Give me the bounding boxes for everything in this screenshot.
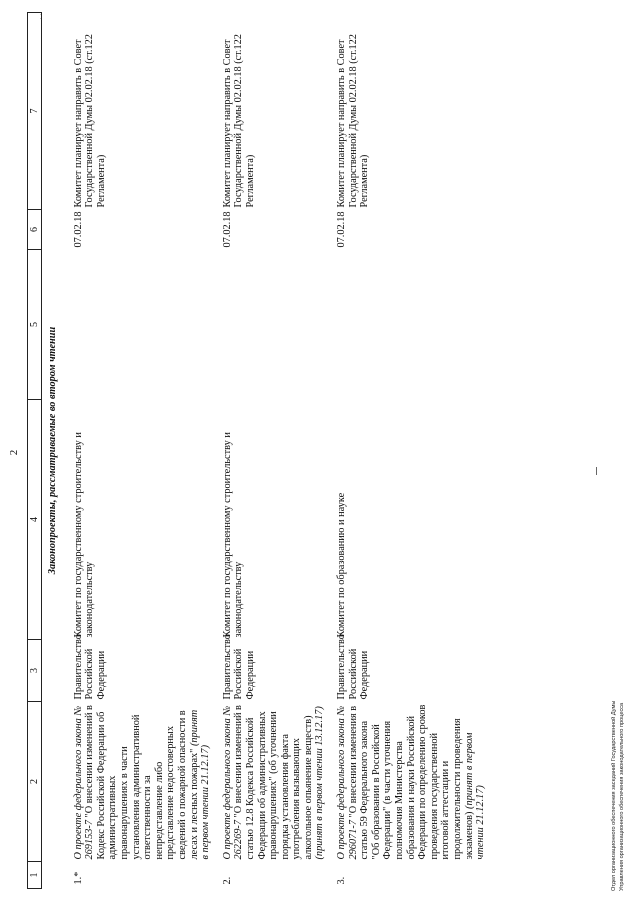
- section-title: Законопроекты, рассматриваемые во втором чтении: [47, 326, 58, 575]
- table-row: [212, 13, 326, 889]
- bill-number: О проекте федерального закона № 296071-7: [336, 705, 359, 860]
- bill-note: (в части уточнения полномочия Министерства образования и науки Российской Федерации по определению сроков проведения государственной итоговой аттестации и продолжительности проведения экзаменов): [382, 704, 475, 860]
- footer: [611, 701, 626, 891]
- column5-cell: [326, 250, 487, 400]
- column-number: 2: [28, 702, 42, 862]
- plan-cell: Комитет планирует направить в Совет Государственной Думы 02.02.18 (ст.122 Регламента): [72, 34, 107, 208]
- committee-cell: Комитет по государственному строительству и законодательству: [72, 432, 96, 638]
- column-number: 3: [28, 640, 42, 702]
- bill-adopted: (принят в первом чтении 21.12.17): [188, 709, 212, 860]
- row-number: 3.: [336, 876, 348, 885]
- row-number: 1.*: [72, 871, 84, 885]
- column-number: 6: [28, 210, 42, 250]
- bill-cell: [212, 702, 326, 862]
- bill-title: "О внесении изменений в статью 12.8 Кодекса Российской Федерации об административных правонарушениях": [233, 705, 280, 860]
- bill-cell: [65, 702, 212, 862]
- footer-line: Управления организационного обеспечения законодательного процесса: [618, 702, 625, 891]
- bill-adopted: (принят в первом чтении 21.12.17): [463, 732, 487, 860]
- footer-line: Отдел организационного обеспечения заседаний Государственной Думы: [611, 700, 617, 891]
- date-cell: 07.02.18: [336, 211, 348, 248]
- column-number-row: [28, 13, 42, 889]
- column-number: 1: [28, 862, 42, 889]
- row-number: 2.: [221, 876, 233, 885]
- table-row: [326, 13, 487, 889]
- page-number: 2: [8, 449, 20, 456]
- bill-cell: [326, 702, 487, 862]
- bill-number: О проекте федерального закона № 262269-7: [221, 705, 245, 860]
- agenda-table: [27, 12, 487, 889]
- date-cell: 07.02.18: [72, 211, 84, 248]
- initiator-cell: Правительство Российской Федерации: [72, 634, 107, 700]
- bill-adopted: (принят в первом чтении 13.12.17): [314, 706, 326, 860]
- bill-title: "О внесении изменения в статью 59 Федерального закона "Об образовании в Российской Федерации": [347, 705, 394, 860]
- bill-note: (об уточнении порядка установления факта употребления вызывающих алкогольное опьянение веществ): [268, 711, 314, 860]
- column-number: 5: [28, 250, 42, 400]
- plan-cell: Комитет планирует направить в Совет Государственной Думы 02.02.18 (ст.122 Регламента): [221, 34, 256, 208]
- bill-title: "О внесении изменений в Кодекс Российской Федерации об административных правонарушениях в части установления административной ответственности за непредставление либо представление недостоверных сведений о пожарной опасности в лесах и лесных пожарах": [84, 705, 200, 860]
- footnote-dash: [596, 467, 597, 475]
- bill-number: О проекте федерального закона № 269153-7: [72, 705, 96, 860]
- date-cell: 07.02.18: [221, 211, 233, 248]
- initiator-cell: Правительство Российской Федерации: [336, 634, 371, 700]
- plan-cell: Комитет планирует направить в Совет Государственной Думы 02.02.18 (ст.122 Регламента): [336, 34, 371, 208]
- column-number: 7: [28, 13, 42, 210]
- committee-cell: Комитет по государственному строительству и законодательству: [221, 432, 245, 638]
- table-row: [65, 13, 212, 889]
- column5-cell: [65, 250, 212, 400]
- committee-cell: Комитет по образованию и науке: [336, 492, 348, 638]
- section-row: [42, 13, 65, 889]
- column5-cell: [212, 250, 326, 400]
- initiator-cell: Правительство Российской Федерации: [221, 634, 256, 700]
- scan-specks: . .: [38, 14, 43, 19]
- column-number: 4: [28, 400, 42, 640]
